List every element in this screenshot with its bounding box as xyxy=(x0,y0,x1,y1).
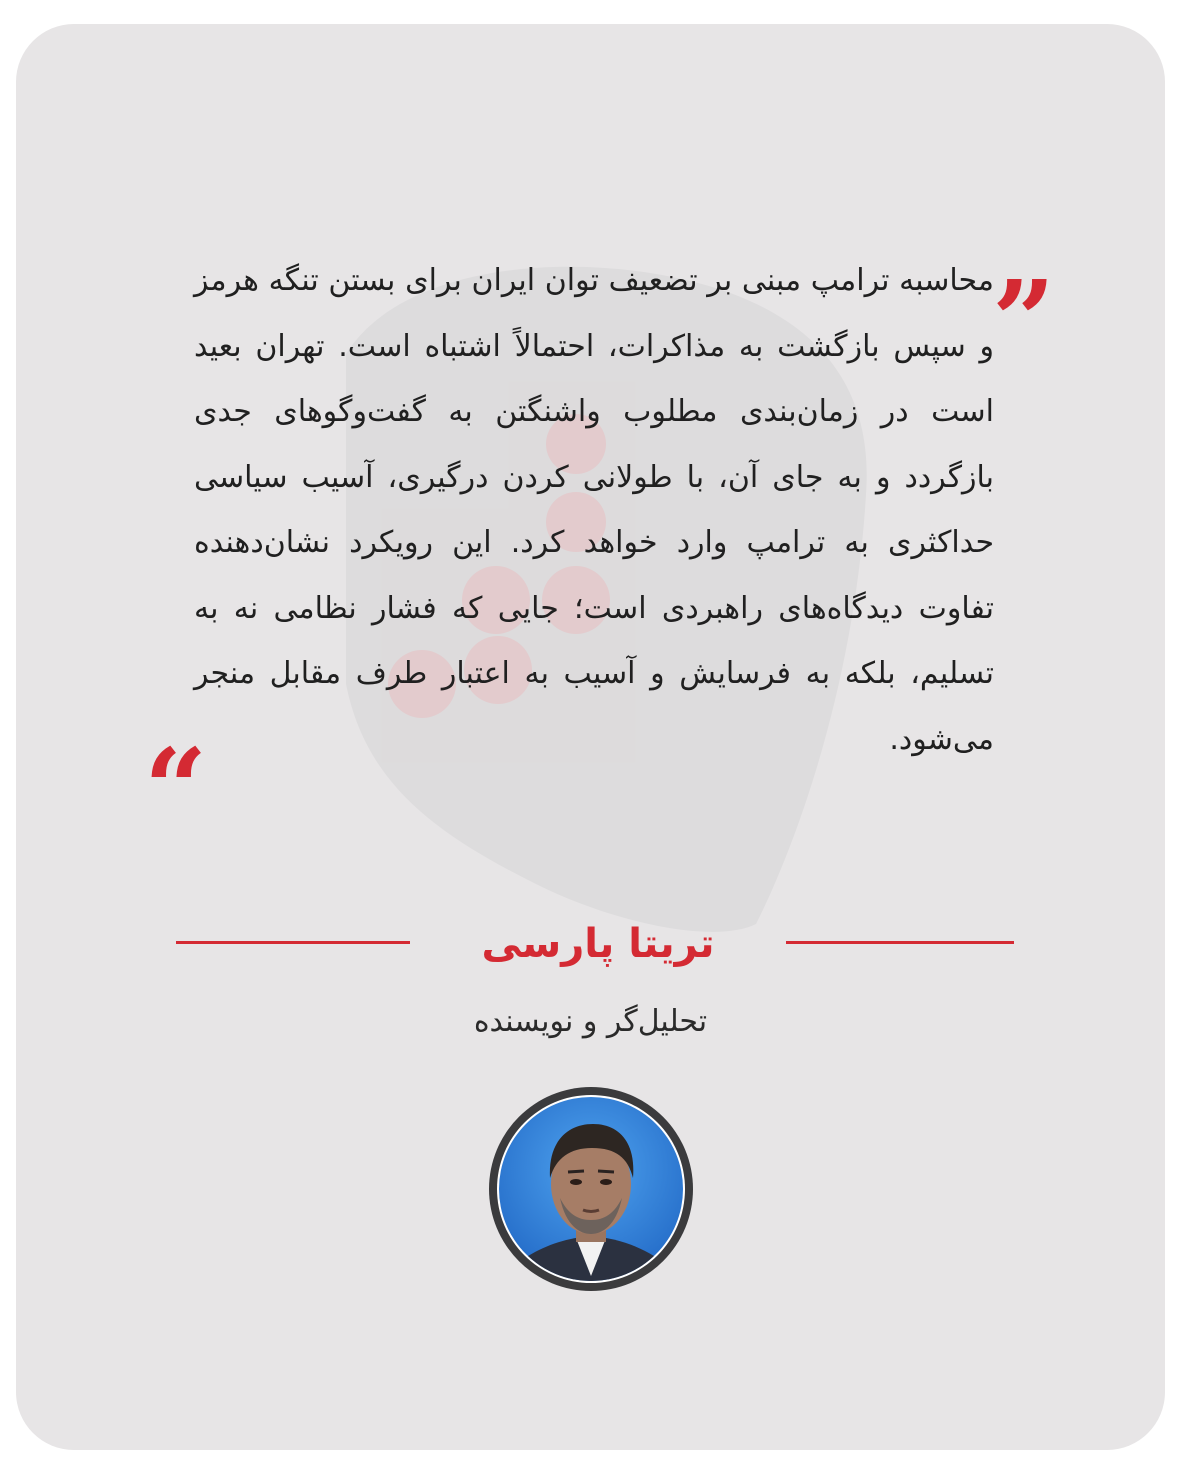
avatar xyxy=(488,1086,694,1292)
quote-close-icon: “ xyxy=(144,734,208,804)
quote-text: محاسبه ترامپ مبنی بر تضعیف توان ایران برای بستن تنگه هرمز و سپس بازگشت به مذاکرات، احتمالاً اشتباه است. تهران بعید است در زمان‌بندی مطلوب واشنگتن به گفت‌وگوهای جدی بازگردد و به جای آن، با طولانی کردن درگیری، آسیب سیاسی حداکثری به ترامپ وارد خواهد کرد. این رویکرد نشان‌دهنده تفاوت دیدگاه‌های راهبردی است؛ جایی که فشار نظامی نه به تسلیم، بلکه به فرسایش و آسیب به اعتبار طرف مقابل منجر می‌شود. xyxy=(194,263,994,757)
author-role: تحلیل‌گر و نویسنده xyxy=(473,1004,708,1039)
quote-open-icon: ” xyxy=(992,266,1056,336)
divider-left xyxy=(176,941,410,944)
author-name-row xyxy=(16,914,1165,974)
author-name: تریتا پارسی xyxy=(481,921,715,967)
quote-card xyxy=(16,24,1165,1450)
divider-right xyxy=(786,941,1014,944)
